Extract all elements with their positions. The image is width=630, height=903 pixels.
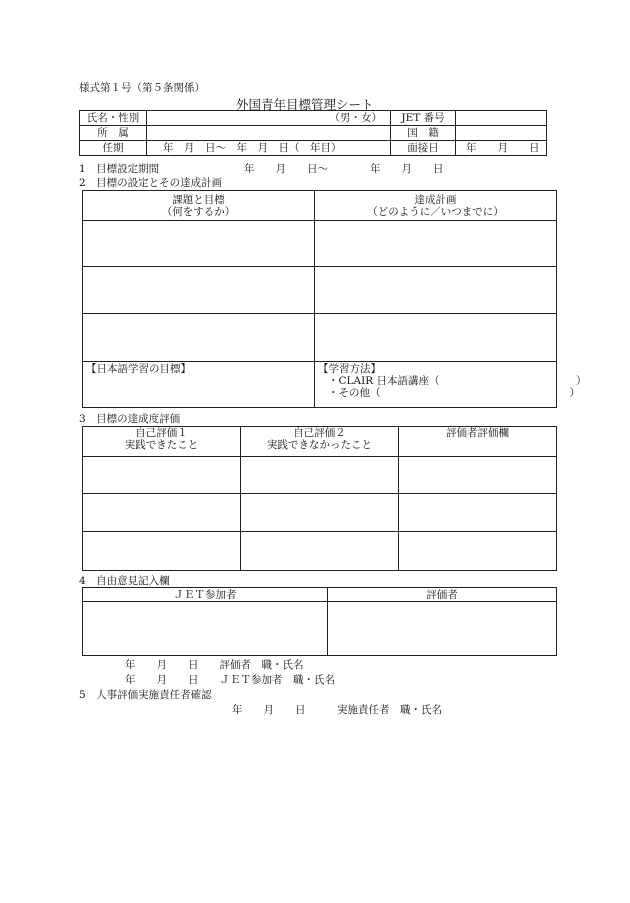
section-4-heading: 4 自由意見記入欄 [79,575,170,587]
eval-cell[interactable] [399,457,557,494]
term-value: 年 月 日〜 年 月 日（ 年目） [163,142,342,154]
page-title: 外国青年目標管理シート [236,97,374,112]
eval-cell[interactable] [399,532,557,571]
goal-cell[interactable] [83,267,315,314]
section-3-heading: 3 目標の達成度評価 [79,413,181,425]
jet-number-field[interactable] [456,111,547,126]
interview-date-field[interactable] [456,141,547,156]
term-field[interactable] [147,141,391,156]
goal-plan-table [82,190,587,408]
jet-participant-header: ＪＥＴ参加者 [83,588,328,602]
self-eval-2-subtitle: 実践できなかったこと [267,439,372,451]
plan-column-subtitle: （どのように／いつまでに） [367,205,504,218]
name-sex-label: 氏名・性別 [80,111,147,126]
eval-cell[interactable] [241,532,399,571]
evaluator-eval-title: 評価者評価欄 [446,427,509,439]
jet-participant-signature-line: 年 月 日 ＪＥＴ参加者 職・氏名 [125,674,335,686]
eval-cell[interactable] [83,457,241,494]
section-2-heading: 2 目標の設定とその達成計画 [79,177,223,189]
goal-period-value: 年 月 日〜 年 月 日 [244,163,444,175]
plan-cell[interactable] [315,267,557,314]
nationality-field[interactable] [456,126,547,141]
plan-cell[interactable] [315,314,557,362]
eval-cell[interactable] [399,494,557,532]
eval-cell[interactable] [83,532,241,571]
plan-cell[interactable] [315,221,557,267]
sex-options: （男・女） [329,112,382,124]
supervisor-signature-line: 年 月 日 実施責任者 職・氏名 [232,704,442,716]
eval-cell[interactable] [241,494,399,532]
jet-number-label: JET 番号 [391,111,456,126]
plan-column-header [315,191,557,221]
goals-column-subtitle: （何をするか） [161,205,236,218]
header-table [79,110,547,156]
self-eval-1-subtitle: 実践できたこと [124,439,199,451]
goals-column-title: 課題と目標 [172,193,225,206]
study-method-clair: ・CLAIR 日本語講座（ ） [328,375,587,387]
interview-date-label: 面接日 [391,141,456,156]
goal-cell[interactable] [83,221,315,267]
evaluation-table [82,426,557,571]
self-eval-1-title: 自己評価１ [135,427,188,439]
form-number: 様式第１号（第５条関係） [79,82,205,94]
eval-cell[interactable] [83,494,241,532]
opinion-table [82,587,557,656]
evaluator-opinion-cell[interactable] [328,602,557,656]
goal-cell[interactable] [83,314,315,362]
interview-date-value: 年 月 日 [466,142,540,154]
goals-column-header [83,191,315,221]
affiliation-field[interactable] [147,126,391,141]
nationality-label: 国 籍 [391,126,456,141]
term-label: 任期 [80,141,147,156]
section-1-heading: 1 目標設定期間 [79,163,160,175]
evaluator-signature-line: 年 月 日 評価者 職・氏名 [125,659,304,671]
study-method-other: ・その他（ ） [328,387,580,399]
jet-participant-opinion-cell[interactable] [83,602,328,656]
japanese-goal-label: 【日本語学習の目標】 [86,363,191,375]
self-eval-2-title: 自己評価２ [293,427,346,439]
affiliation-label: 所 属 [80,126,147,141]
section-5-heading: 5 人事評価実施責任者確認 [79,689,212,701]
evaluator-header: 評価者 [328,588,557,602]
self-eval-1-header [83,427,241,457]
study-method-cell[interactable] [315,362,587,408]
study-method-label: 【学習方法】 [318,363,381,375]
self-eval-2-header [241,427,399,457]
evaluator-eval-header [399,427,557,457]
plan-column-title: 達成計画 [414,193,457,206]
japanese-goal-cell[interactable] [83,362,315,408]
name-sex-field[interactable] [147,111,391,126]
eval-cell[interactable] [241,457,399,494]
